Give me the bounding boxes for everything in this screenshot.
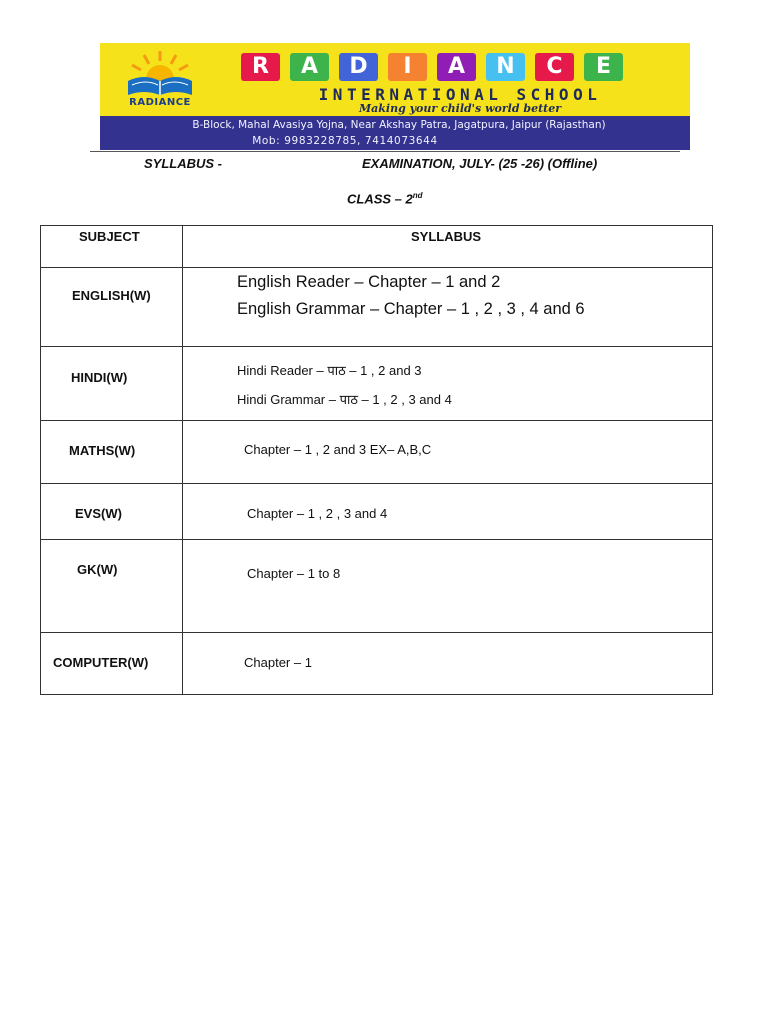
subject-computer: COMPUTER(W): [53, 655, 149, 670]
school-name-letter: A: [437, 53, 476, 81]
subject-english: ENGLISH(W): [72, 288, 151, 303]
syllabus-cell: [183, 268, 713, 347]
table-row: [41, 633, 713, 695]
logo-text: RADIANCE: [129, 97, 191, 108]
school-name-letter: I: [388, 53, 427, 81]
syllabus-cell: [183, 633, 713, 695]
school-banner: [100, 43, 690, 150]
class-label: [347, 191, 423, 206]
syllabus-line: Chapter – 1 , 2 and 3 EX– A,B,C: [244, 442, 432, 457]
school-name-letter: N: [486, 53, 525, 81]
header-divider: [90, 151, 680, 152]
school-name-letter: R: [241, 53, 280, 81]
syllabus-label: SYLLABUS -: [144, 156, 222, 171]
table-row: [41, 421, 713, 484]
syllabus-line: Chapter – 1 , 2 , 3 and 4: [247, 506, 388, 521]
syllabus-header-cell: [183, 226, 713, 268]
class-superscript: nd: [412, 191, 423, 200]
subject-header-cell: [41, 226, 183, 268]
subject-cell: [41, 484, 183, 540]
subject-hindi: HINDI(W): [71, 370, 128, 385]
contact-strip: [100, 116, 690, 150]
subject-evs: EVS(W): [75, 506, 122, 521]
subject-maths: MATHS(W): [69, 443, 136, 458]
syllabus-line: English Reader – Chapter – 1 and 2: [237, 273, 501, 291]
syllabus-table: [40, 225, 713, 695]
school-name-letter: A: [290, 53, 329, 81]
subject-cell: [41, 421, 183, 484]
table-row: [41, 347, 713, 421]
table-row: [41, 484, 713, 540]
table-header-row: [41, 226, 713, 268]
school-subtitle: INTERNATIONAL SCHOOL: [318, 85, 602, 104]
school-tagline: Making your child's world better: [358, 102, 562, 115]
syllabus-line: English Grammar – Chapter – 1 , 2 , 3 , 4 and 6: [237, 300, 585, 318]
school-name-letter: C: [535, 53, 574, 81]
school-logo: [114, 49, 206, 121]
subject-cell: [41, 633, 183, 695]
subject-column-header: SUBJECT: [79, 229, 140, 244]
table-row: [41, 268, 713, 347]
syllabus-line: Chapter – 1: [244, 655, 312, 670]
school-mobile: Mob: 9983228785, 7414073644: [252, 135, 438, 147]
syllabus-cell: [183, 347, 713, 421]
school-name-letter: D: [339, 53, 378, 81]
table-row: [41, 540, 713, 633]
subject-cell: [41, 540, 183, 633]
syllabus-line: Chapter – 1 to 8: [247, 566, 341, 581]
subject-gk: GK(W): [77, 562, 118, 577]
school-address: B-Block, Mahal Avasiya Yojna, Near Akshay Patra, Jagatpura, Jaipur (Rajasthan): [192, 119, 606, 131]
sun-book-icon: [114, 49, 206, 99]
syllabus-column-header: SYLLABUS: [411, 229, 482, 244]
class-text: CLASS – 2: [347, 191, 413, 207]
subject-cell: [41, 268, 183, 347]
syllabus-cell: [183, 421, 713, 484]
syllabus-line: Hindi Reader – पाठ – 1 , 2 and 3: [237, 363, 422, 378]
syllabus-cell: [183, 540, 713, 633]
exam-title: EXAMINATION, JULY- (25 -26) (Offline): [362, 156, 598, 171]
syllabus-cell: [183, 484, 713, 540]
syllabus-line: Hindi Grammar – पाठ – 1 , 2 , 3 and 4: [237, 392, 452, 407]
subject-cell: [41, 347, 183, 421]
school-name-letter: E: [584, 53, 623, 81]
